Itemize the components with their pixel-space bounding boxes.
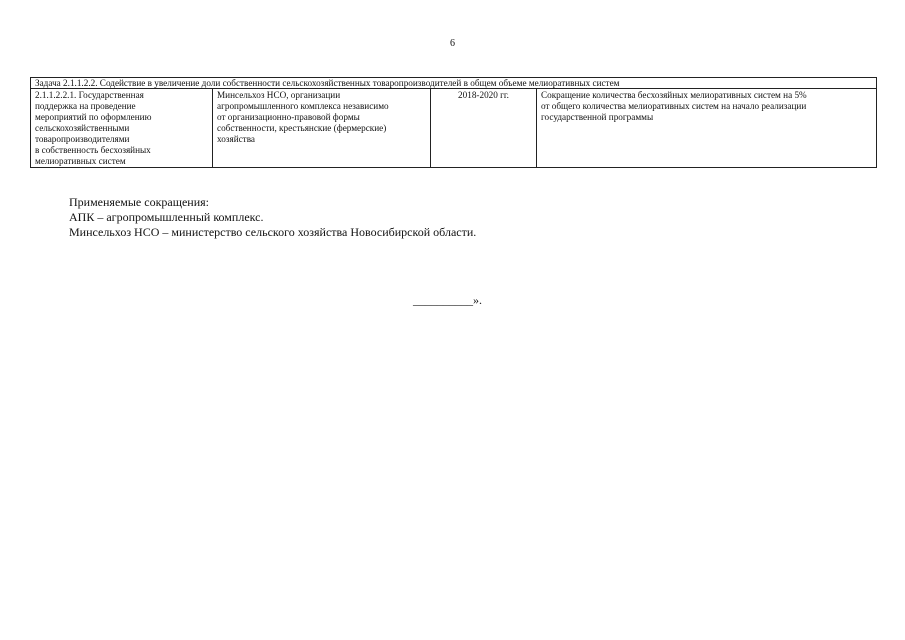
page-number: 6	[450, 38, 455, 49]
measures-table	[30, 77, 877, 168]
executors-line: хозяйства	[217, 134, 255, 144]
measure-line: сельскохозяйственными	[35, 123, 130, 133]
table-row	[31, 89, 877, 168]
closing-mark: __________».	[413, 293, 482, 307]
executors-line: от организационно-правовой формы	[217, 112, 360, 122]
period-cell: 2018-2020 гг.	[431, 89, 537, 168]
executors-line: агропромышленного комплекса независимо	[217, 101, 389, 111]
task-header-row	[31, 78, 877, 89]
task-header-cell: Задача 2.1.1.2.2. Содействие в увеличение доли собственности сельскохозяйственных товаропроизводителей в общем объеме мелиоративных систем	[31, 78, 877, 89]
executors-cell	[213, 89, 431, 168]
executors-line: Минсельхоз НСО, организации	[217, 90, 341, 100]
result-line: Сокращение количества бесхозяйных мелиоративных систем на 5%	[541, 90, 807, 100]
abbreviations-heading: Применяемые сокращения:	[69, 195, 210, 209]
abbreviations-block	[69, 195, 476, 240]
result-line: от общего количества мелиоративных систем на начало реализации	[541, 101, 807, 111]
abbreviation-item: Минсельхоз НСО – министерство сельского хозяйства Новосибирской области.	[69, 225, 477, 239]
measure-line: мероприятий по оформлению	[35, 112, 152, 122]
abbreviation-item: АПК – агропромышленный комплекс.	[69, 210, 264, 224]
result-cell	[537, 89, 877, 168]
result-line: государственной программы	[541, 112, 654, 122]
measure-line: мелиоративных систем	[35, 156, 126, 166]
measure-line: 2.1.1.2.2.1. Государственная	[35, 90, 144, 100]
measure-line: поддержка на проведение	[35, 101, 136, 111]
measure-line: товаропроизводителями	[35, 134, 130, 144]
measure-line: в собственность бесхозяйных	[35, 145, 151, 155]
executors-line: собственности, крестьянские (фермерские)	[217, 123, 387, 133]
measure-cell	[31, 89, 213, 168]
